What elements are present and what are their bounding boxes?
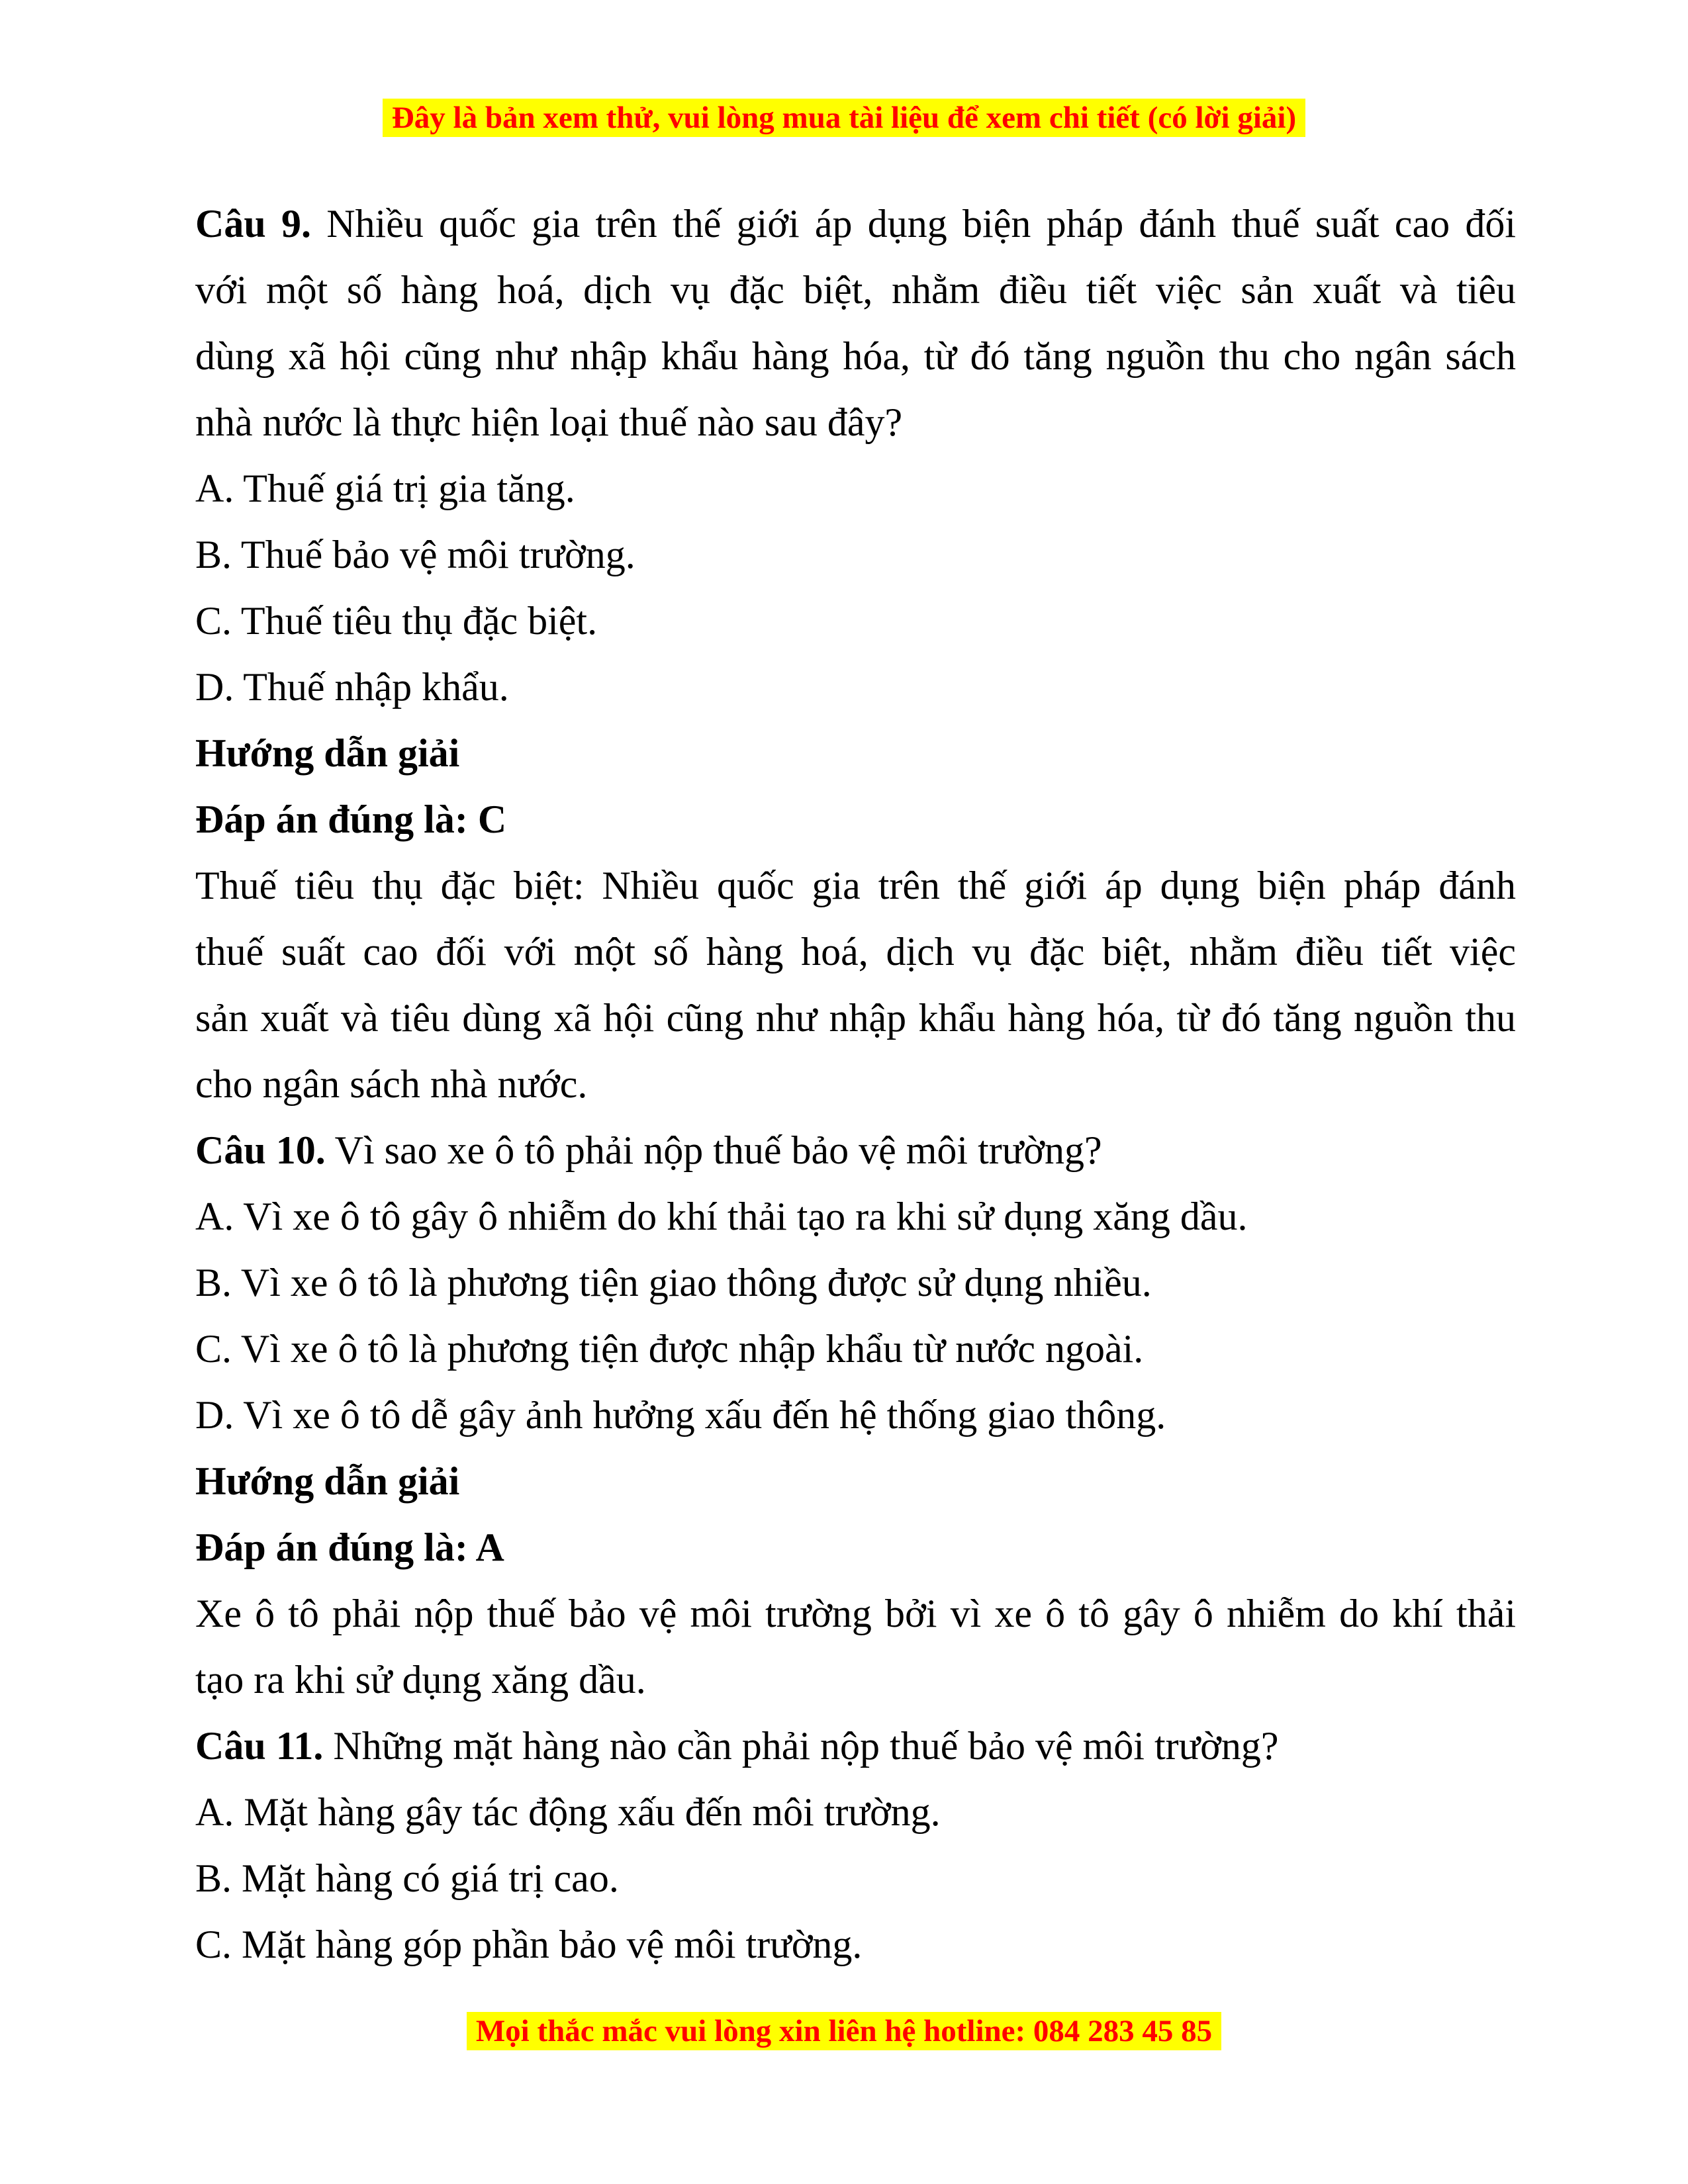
solution-heading: Hướng dẫn giải xyxy=(195,1459,460,1503)
explanation-q9-line: Thuế tiêu thụ đặc biệt: Nhiều quốc gia trên thế giới áp dụng biện pháp đánh xyxy=(195,864,1516,907)
question-10-number: Câu 10. xyxy=(195,1128,326,1172)
question-9-stem-line xyxy=(195,191,1516,257)
answer-key-q9: Đáp án đúng là: C xyxy=(195,797,507,841)
hotline-banner: Mọi thắc mắc vui lòng xin liên hệ hotline: 084 283 45 85 xyxy=(467,2012,1221,2050)
question-9-number: Câu 9. xyxy=(195,202,311,246)
explanation-q9-line: sản xuất và tiêu dùng xã hội cũng như nhập khẩu hàng hóa, từ đó tăng nguồn thu xyxy=(195,996,1516,1040)
question-11-option-b: B. Mặt hàng có giá trị cao. xyxy=(195,1856,619,1900)
preview-notice-banner: Đây là bản xem thử, vui lòng mua tài liệu để xem chi tiết (có lời giải) xyxy=(383,99,1305,137)
answer-key-q10: Đáp án đúng là: A xyxy=(195,1525,504,1569)
question-10-option-c: C. Vì xe ô tô là phương tiện được nhập khẩu từ nước ngoài. xyxy=(195,1327,1144,1371)
question-9-option-d: D. Thuế nhập khẩu. xyxy=(195,665,509,709)
document-body xyxy=(195,191,1516,1978)
explanation-q9-line: thuế suất cao đối với một số hàng hoá, dịch vụ đặc biệt, nhằm điều tiết việc xyxy=(195,930,1516,974)
question-9-option-a: A. Thuế giá trị gia tăng. xyxy=(195,467,575,510)
explanation-q9-line: cho ngân sách nhà nước. xyxy=(195,1062,588,1106)
question-9-option-b: B. Thuế bảo vệ môi trường. xyxy=(195,533,635,576)
question-9-stem-line: nhà nước là thực hiện loại thuế nào sau đây? xyxy=(195,400,903,444)
question-9-stem-line: với một số hàng hoá, dịch vụ đặc biệt, nhằm điều tiết việc sản xuất và tiêu xyxy=(195,268,1516,312)
question-10-option-a: A. Vì xe ô tô gây ô nhiễm do khí thải tạo ra khi sử dụng xăng dầu. xyxy=(195,1195,1248,1238)
solution-heading: Hướng dẫn giải xyxy=(195,731,460,775)
question-11-stem-text: Những mặt hàng nào cần phải nộp thuế bảo vệ môi trường? xyxy=(323,1724,1279,1768)
question-10-option-d: D. Vì xe ô tô dễ gây ảnh hưởng xấu đến hệ thống giao thông. xyxy=(195,1393,1166,1437)
footer-banner-row xyxy=(0,2012,1688,2050)
header-banner-row xyxy=(0,99,1688,137)
question-10-stem-line xyxy=(195,1117,1516,1183)
question-9-option-c: C. Thuế tiêu thụ đặc biệt. xyxy=(195,599,598,643)
question-9-stem-line: dùng xã hội cũng như nhập khẩu hàng hóa, từ đó tăng nguồn thu cho ngân sách xyxy=(195,334,1516,378)
question-11-option-c: C. Mặt hàng góp phần bảo vệ môi trường. xyxy=(195,1923,863,1966)
question-9-stem-text: Nhiều quốc gia trên thế giới áp dụng biện pháp đánh thuế suất cao đối xyxy=(310,202,1516,246)
question-11-number: Câu 11. xyxy=(195,1724,324,1768)
question-11-stem-line xyxy=(195,1713,1516,1779)
question-10-stem-text: Vì sao xe ô tô phải nộp thuế bảo vệ môi trường? xyxy=(325,1128,1102,1172)
explanation-q10-line: tạo ra khi sử dụng xăng dầu. xyxy=(195,1658,646,1702)
explanation-q10-line: Xe ô tô phải nộp thuế bảo vệ môi trường bởi vì xe ô tô gây ô nhiễm do khí thải xyxy=(195,1592,1516,1635)
question-10-option-b: B. Vì xe ô tô là phương tiện giao thông được sử dụng nhiều. xyxy=(195,1261,1152,1304)
question-11-option-a: A. Mặt hàng gây tác động xấu đến môi trường. xyxy=(195,1790,941,1834)
